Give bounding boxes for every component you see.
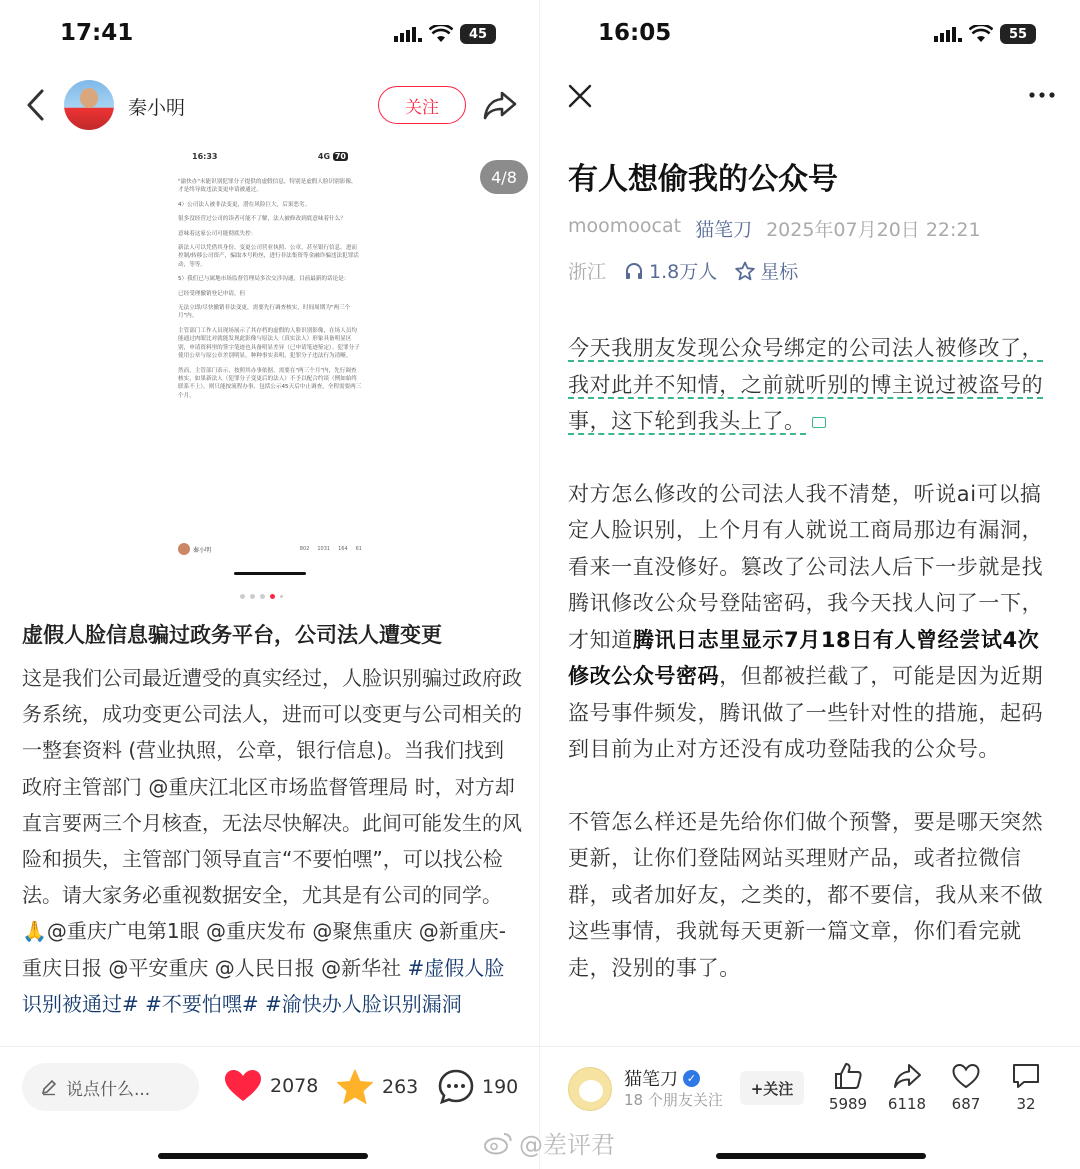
paragraph-2-text: 对方怎么修改的公司法人我不清楚，听说ai可以搞定人脸识别，上个月有人就说工商局那边有漏洞，看来一直没修好。篡改了公司法人后下一步就是找腾讯修改公众号登陆密码，我今天找人问了一下，才知道 [568,481,1044,652]
thumbs-up-icon [833,1061,863,1091]
author-id: moomoocat [568,215,682,237]
embedded-footer [178,543,362,555]
like-button[interactable] [824,1061,872,1113]
account-name: 猫笔刀 [624,1069,678,1090]
close-icon[interactable] [568,84,592,108]
highlighted-text[interactable]: 今天我朋友发现公众号绑定的公司法人被修改了，我对此并不知情，之前就听别的博主说过被盗号的事，这下轮到我头上了。 [568,336,1044,433]
friends-following: 18 个朋友关注 [624,1091,723,1109]
embedded-paragraph: "渝快办"未能识别犯罪分子提供的虚假信息，特别是虚假人脸识别影像，才是终导致违法变更申请被通过。 [178,179,357,194]
comment-count: 32 [1016,1095,1036,1113]
comment-bubble-icon [438,1069,474,1105]
comment-button[interactable] [438,1069,518,1105]
embedded-paragraph: 新法人可以凭借其身份，变更公司营业执照、公章，甚至银行信息。进而控制/转移公司资产，骗取本号粉丝，进行非法集资等金融诈骗违法犯罪活动，等等。 [178,245,359,268]
article-meta [568,215,981,242]
share-count: 6118 [887,1095,927,1113]
status-icons [394,24,496,44]
embedded-paragraph: 很多没经营过公司的读者可能不了解，法人被修改到底意味着什么？ [178,216,346,223]
headphones-icon [624,261,644,281]
carousel-dot-active[interactable] [270,594,275,599]
heart-icon [224,1069,262,1103]
paragraph-3: 不管怎么样还是先给你们做个预警，要是哪天突然更新，让你们登陆网站买理财产品，或者拉微信群，或者加好友，之类的，都不要信，我从来不做这些事情，我就每天更新一篇文章，你们看完就走，没别的事了。 [568,809,1044,980]
region: 浙江 [568,261,607,283]
like-count: 5989 [828,1095,868,1113]
account-avatar[interactable] [568,1067,612,1111]
comment-icon [1011,1061,1041,1091]
comment-input[interactable] [22,1063,199,1111]
recommend-count: 687 [951,1095,981,1113]
article-title: 有人想偷我的公众号 [568,162,838,197]
embedded-stat: 1031 [317,546,331,552]
embedded-paragraph: 意味着这家公司可能彻底失控： [178,230,257,237]
post-title: 虚假人脸信息骗过政务平台，公司法人遭变更 [22,623,442,647]
signal-icon [934,26,962,42]
carousel-dots[interactable] [240,594,283,599]
more-options-icon[interactable] [1028,85,1056,105]
carousel-dot[interactable] [240,594,245,599]
paragraph-2-text-end: ，但都被拦截了，可能是因为近期盗号事件频发，腾讯做了一些针对性的措施，起码到目前为止对方还没有成功登陆我的公众号。 [568,664,1044,761]
article-meta-secondary [568,257,798,284]
embedded-paragraph: 已经受理撤销登记申请，但 [178,290,246,297]
watermark-text: @差评君 [519,1131,615,1159]
post-hashtags[interactable]: #虚假人脸识别被通过# #不要怕嘿# #渝快办人脸识别漏洞 [22,955,505,1016]
collect-button[interactable] [336,1069,418,1105]
comment-button[interactable] [1002,1061,1050,1113]
listen-button[interactable] [624,257,717,284]
follow-button[interactable]: 关注 [378,86,466,124]
star-button[interactable] [735,257,798,284]
like-button[interactable] [224,1069,318,1103]
embedded-paragraph: 4）公司法人被非法变更，潜在风险巨大，后果恶劣。 [178,201,311,208]
embedded-time: 16:33 [192,152,218,161]
engagement-bar [0,1046,540,1169]
share-icon[interactable] [482,88,518,122]
pencil-icon [40,1078,58,1096]
paragraph-2-bold: 腾讯日志里显示7月18日有人曾经尝试4次修改公众号密码 [568,627,1040,688]
embedded-stat: 164 [338,546,348,552]
back-arrow-icon[interactable] [22,88,50,122]
article-body [568,330,1054,1046]
battery-indicator: 45 [460,24,496,44]
right-screenshot-wechat-article [540,0,1080,1169]
publish-datetime: 2025年07月20日 22:21 [766,219,981,241]
wifi-icon [969,25,993,43]
carousel-dot[interactable] [260,594,265,599]
weibo-logo-icon [483,1131,513,1155]
home-indicator [716,1153,926,1159]
embedded-article-text [178,178,362,406]
embedded-network: 4G [317,152,331,161]
comment-placeholder: 说点什么... [66,1079,151,1100]
annotation-comment-icon[interactable] [812,417,826,428]
embedded-paragraph: 然而，主管部门表示，按照其办事依据，需要在"两三个月"内，先行调查核实，如果新法人（犯罪分子变更后的法人）不予以配合约谈（例如始终联系不上），则只能按流程办事，包括公示45天后中止调查，全程需要两三个月。 [178,367,362,399]
share-button[interactable] [883,1061,931,1113]
star-outline-icon [735,261,755,281]
embedded-stats [300,546,362,552]
embedded-stat: 61 [355,546,362,552]
embedded-status-bar [170,148,370,161]
article-action-bar [540,1046,1080,1169]
embedded-author: 秦小明 [193,546,212,554]
star-label: 星标 [760,261,799,283]
share-icon [892,1061,922,1091]
paragraph-2 [568,476,1054,768]
embedded-paragraph: 主管部门工作人员现场展示了其存档的虚假的人脸识别影像，在场人员均能通过肉眼比对就能发现此影像与原法人（真实法人）形象具备明显区别，申请资料里的签字笔迹也具备明显差异（已申请笔迹鉴定）。犯罪分子使用公章与原公章差别明显，种种事实表明，犯罪分子违法行为清晰。 [178,327,360,360]
wifi-icon [429,25,453,43]
status-icons [934,24,1036,44]
status-time: 17:41 [60,20,134,46]
like-count: 2078 [270,1075,319,1097]
comment-count: 190 [482,1076,519,1098]
star-icon [336,1069,374,1105]
collect-count: 263 [382,1076,419,1098]
embedded-home-indicator [234,572,306,575]
author-name[interactable]: 秦小明 [128,97,186,119]
home-indicator [158,1153,368,1159]
page-counter-badge: 4/8 [480,160,528,194]
embedded-stat: 802 [299,546,310,552]
recommend-button[interactable] [942,1061,990,1113]
battery-indicator: 55 [1000,24,1036,44]
carousel-dot[interactable] [280,595,283,598]
heart-outline-icon [951,1061,981,1091]
embedded-paragraph: 无法立即/尽快撤销非法变更，需要先行调查核实，时间周期为"两三个月"内。 [178,305,351,320]
embedded-battery: 70 [334,152,346,161]
embedded-avatar [178,543,190,555]
verified-icon: ✓ [683,1070,700,1087]
status-time: 16:05 [598,20,672,46]
embedded-paragraph: 5）我们已与属地市场监督管理局多次交涉沟通，目前最新的话论是： [178,276,350,283]
follow-button[interactable]: +关注 [740,1071,804,1105]
listener-count: 1.8万人 [649,261,718,283]
signal-icon [394,26,422,42]
post-body [22,660,522,1048]
account-name-row[interactable] [624,1065,700,1091]
weibo-watermark [483,1125,615,1160]
author-avatar[interactable] [64,80,114,130]
carousel-dot[interactable] [250,594,255,599]
post-body-text: 这是我们公司最近遭受的真实经过，人脸识别骗过政府政务系统，成功变更公司法人，进而可以变更与公司相关的一整套资料 (营业执照，公章，银行信息)。当我们找到政府主管部门 @重庆江北区市场监督管理局 时，对方却直言要两三个月核查，无法尽快解决。此间可能发生的风险和损失，主管部门领导直言“不要怕嘿”，可以找公检法。请大家务必重视数据安全，尤其是有公司的同学。🙏@重庆广电第1眼 @重庆发布 @聚焦重庆 @新重庆-重庆日报 @平安重庆 @人民日报 @新华社 [22,666,522,980]
post-image-screenshot[interactable] [170,148,370,578]
account-link[interactable]: 猫笔刀 [695,219,753,241]
paragraph-1 [568,330,1054,440]
